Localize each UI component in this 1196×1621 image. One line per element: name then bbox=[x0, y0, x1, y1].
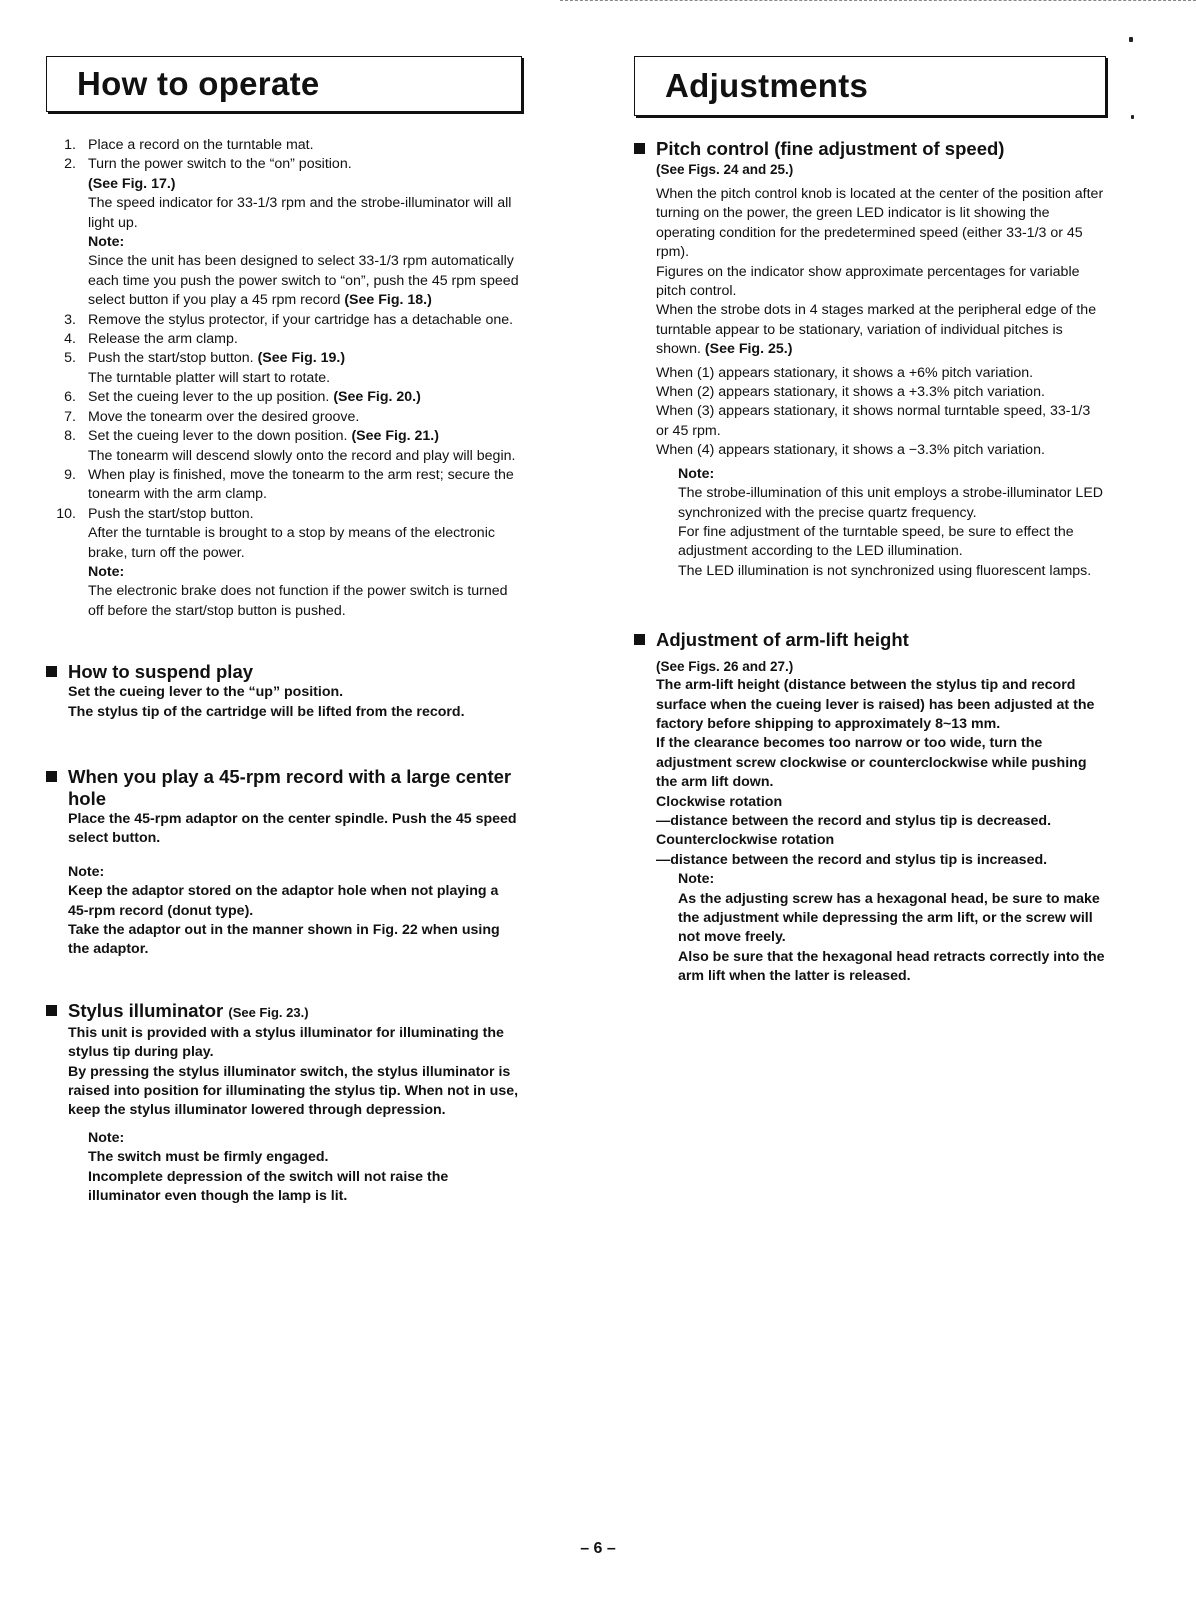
step-text: Place a record on the turntable mat. bbox=[88, 137, 314, 153]
step-text: Release the arm clamp. bbox=[88, 331, 238, 348]
clockwise-label: Clockwise rotation bbox=[656, 793, 783, 810]
operation-step bbox=[46, 155, 522, 310]
how-to-operate-title-box bbox=[46, 56, 522, 112]
step-text: The turntable platter will start to rotate. bbox=[88, 369, 331, 386]
bullet-square-icon bbox=[634, 143, 645, 154]
figure-ref: (See Fig. 21.) bbox=[351, 428, 439, 445]
step-number: 5. bbox=[64, 350, 76, 367]
right-column bbox=[634, 56, 1106, 987]
operation-step bbox=[46, 311, 522, 330]
pitch-note-label: Note: bbox=[678, 465, 715, 482]
armlift-section bbox=[634, 629, 1106, 987]
step-note-label: Note: bbox=[88, 563, 125, 580]
step-text: Push the start/stop button. (See Fig. 19.) bbox=[88, 350, 346, 367]
step-text: Set the cueing lever to the down position. (See Fig. 21.) bbox=[88, 428, 439, 445]
suspend-section bbox=[46, 661, 522, 722]
stylus-heading bbox=[46, 1000, 522, 1024]
play45-heading bbox=[46, 766, 522, 810]
operation-step bbox=[46, 330, 522, 349]
step-text: When play is finished, move the tonearm to the arm rest; secure the tonearm with the arm clamp. bbox=[88, 466, 514, 503]
step-number: 8. bbox=[64, 428, 76, 445]
pitch-text: When the pitch control knob is located at the center of the position after turning on the power, the green LED indicator is lit showing the operating condition for the predetermined speed (either 33-1/3 or 45 rpm). bbox=[656, 186, 1104, 261]
pitch-inline-ref: (See Fig. 25.) bbox=[704, 341, 793, 358]
step-number: 9. bbox=[64, 466, 76, 483]
step-number: 1. bbox=[64, 137, 76, 153]
adjustments-title: Adjustments bbox=[665, 67, 869, 104]
step-text: (See Fig. 17.) bbox=[88, 175, 176, 192]
pitch-text: Figures on the indicator show approximate percentages for variable pitch control. bbox=[656, 263, 1080, 300]
operation-step bbox=[46, 408, 522, 427]
operation-step bbox=[46, 349, 522, 388]
page-number: – 6 – bbox=[580, 1540, 616, 1557]
pitch-text: When (4) appears stationary, it shows a −3.3% pitch variation. bbox=[656, 442, 1045, 459]
operation-step bbox=[46, 466, 522, 505]
step-number: 10. bbox=[56, 505, 76, 522]
pitch-heading bbox=[634, 138, 1106, 160]
armlift-note: Also be sure that the hexagonal head retracts correctly into the arm lift when the latter is released. bbox=[678, 948, 1105, 985]
bullet-square-icon bbox=[46, 666, 57, 677]
stylus-note: Incomplete depression of the switch will not raise the illuminator even though the lamp is lit. bbox=[88, 1168, 449, 1205]
pitch-text: When the strobe dots in 4 stages marked at the peripheral edge of the turntable appear to be stationary, variation of individual pitches is shown. (See Fig. 25.) bbox=[656, 302, 1097, 358]
play45-text: Place the 45-rpm adaptor on the center spindle. Push the 45 speed select button. bbox=[68, 810, 517, 847]
step-text: Remove the stylus protector, if your cartridge has a detachable one. bbox=[88, 311, 514, 328]
step-text: Turn the power switch to the “on” position. bbox=[88, 156, 352, 173]
armlift-text: The arm-lift height (distance between the stylus tip and record surface when the cueing lever is raised) has been adjusted at the factory before shipping to approximately 8~13 mm. bbox=[656, 677, 1095, 732]
operation-step bbox=[46, 427, 522, 466]
suspend-text: Set the cueing lever to the “up” position. bbox=[68, 684, 344, 701]
figure-ref: (See Fig. 19.) bbox=[257, 350, 346, 367]
play45-section bbox=[46, 766, 522, 960]
play45-note: Keep the adaptor stored on the adaptor hole when not playing a 45-rpm record (donut type). bbox=[68, 883, 499, 919]
suspend-heading-text: How to suspend play bbox=[68, 661, 254, 683]
pitch-note: The LED illumination is not synchronized using fluorescent lamps. bbox=[678, 562, 1092, 579]
stylus-figure-ref: (See Fig. 23.) bbox=[228, 1004, 309, 1020]
pitch-text: When (2) appears stationary, it shows a +3.3% pitch variation. bbox=[656, 384, 1045, 401]
bullet-square-icon bbox=[634, 634, 645, 645]
scan-top-rule bbox=[560, 0, 1196, 3]
pitch-section bbox=[634, 138, 1106, 581]
operation-steps-list bbox=[46, 136, 522, 621]
clockwise-text: —distance between the record and stylus tip is decreased. bbox=[656, 812, 1052, 829]
stylus-heading-text: Stylus illuminator bbox=[68, 999, 224, 1021]
pitch-text: When (1) appears stationary, it shows a +6% pitch variation. bbox=[656, 364, 1034, 381]
step-note-label: Note: bbox=[88, 234, 125, 251]
step-text: Since the unit has been designed to select 33-1/3 rpm automatically each time you push the power switch to “on”, push the 45 rpm speed select button if you play a 45 rpm record (See Fig. 18.) bbox=[88, 253, 519, 309]
how-to-operate-title: How to operate bbox=[77, 65, 320, 102]
pitch-note: The strobe-illumination of this unit employs a strobe-illuminator LED synchronized with the precise quartz frequency. bbox=[678, 485, 1104, 521]
step-number: 6. bbox=[64, 389, 76, 406]
step-number: 7. bbox=[64, 408, 76, 425]
step-text: After the turntable is brought to a stop by means of the electronic brake, turn off the power. bbox=[88, 525, 495, 561]
figure-ref: (See Fig. 18.) bbox=[344, 292, 432, 309]
play45-note-label: Note: bbox=[68, 863, 105, 880]
figure-ref: (See Fig. 20.) bbox=[333, 389, 421, 406]
adjustments-title-box bbox=[634, 56, 1106, 116]
play45-note: Take the adaptor out in the manner shown in Fig. 22 when using the adaptor. bbox=[68, 922, 500, 958]
step-text: The speed indicator for 33-1/3 rpm and the strobe-illuminator will all light up. bbox=[88, 195, 512, 231]
step-text: Push the start/stop button. bbox=[88, 505, 254, 522]
armlift-heading bbox=[634, 629, 1106, 651]
armlift-text: If the clearance becomes too narrow or too wide, turn the adjustment screw clockwise or counterclockwise while pushing the arm lift down. bbox=[656, 735, 1087, 791]
armlift-note-label: Note: bbox=[678, 871, 715, 888]
counterclockwise-label: Counterclockwise rotation bbox=[656, 832, 835, 849]
stylus-note: The switch must be firmly engaged. bbox=[88, 1149, 329, 1166]
bullet-square-icon bbox=[46, 771, 57, 782]
bullet-square-icon bbox=[46, 1005, 57, 1016]
stylus-section bbox=[46, 1000, 522, 1207]
operation-step bbox=[46, 388, 522, 407]
pitch-figure-ref: (See Figs. 24 and 25.) bbox=[656, 162, 794, 177]
step-text: The tonearm will descend slowly onto the record and play will begin. bbox=[88, 447, 516, 464]
left-column bbox=[46, 56, 522, 1206]
suspend-text: The stylus tip of the cartridge will be lifted from the record. bbox=[68, 703, 465, 720]
pitch-note: For fine adjustment of the turntable speed, be sure to effect the adjustment according to the LED illumination. bbox=[678, 523, 1074, 560]
operation-step bbox=[46, 505, 522, 621]
pitch-text: When (3) appears stationary, it shows normal turntable speed, 33-1/3 or 45 rpm. bbox=[656, 403, 1091, 439]
operation-step bbox=[46, 136, 522, 155]
armlift-figure-ref: (See Figs. 26 and 27.) bbox=[656, 659, 794, 675]
step-text: Set the cueing lever to the up position. (See Fig. 20.) bbox=[88, 389, 421, 406]
step-number: 2. bbox=[64, 156, 76, 173]
step-text: Move the tonearm over the desired groove. bbox=[88, 408, 360, 425]
play45-heading-text: When you play a 45-rpm record with a large center hole bbox=[68, 765, 512, 809]
suspend-heading bbox=[46, 661, 522, 683]
armlift-note: As the adjusting screw has a hexagonal head, be sure to make the adjustment while depressing the arm lift, or the screw will not move freely. bbox=[678, 890, 1100, 946]
stylus-text: By pressing the stylus illuminator switch, the stylus illuminator is raised into position for illuminating the stylus tip. When not in use, keep the stylus illuminator lowered through depression. bbox=[68, 1063, 519, 1119]
step-number: 3. bbox=[64, 311, 76, 328]
step-text: The electronic brake does not function if the power switch is turned off before the start/stop button is pushed. bbox=[88, 583, 508, 619]
scan-mark bbox=[1131, 115, 1134, 119]
counterclockwise-text: —distance between the record and stylus tip is increased. bbox=[656, 851, 1048, 868]
armlift-heading-text: Adjustment of arm-lift height bbox=[656, 629, 909, 651]
stylus-text: This unit is provided with a stylus illuminator for illuminating the stylus tip during play. bbox=[68, 1024, 504, 1061]
scan-mark bbox=[1129, 37, 1133, 42]
stylus-note-label: Note: bbox=[88, 1129, 125, 1146]
pitch-heading-text: Pitch control (fine adjustment of speed) bbox=[656, 138, 1005, 159]
step-number: 4. bbox=[64, 331, 76, 348]
